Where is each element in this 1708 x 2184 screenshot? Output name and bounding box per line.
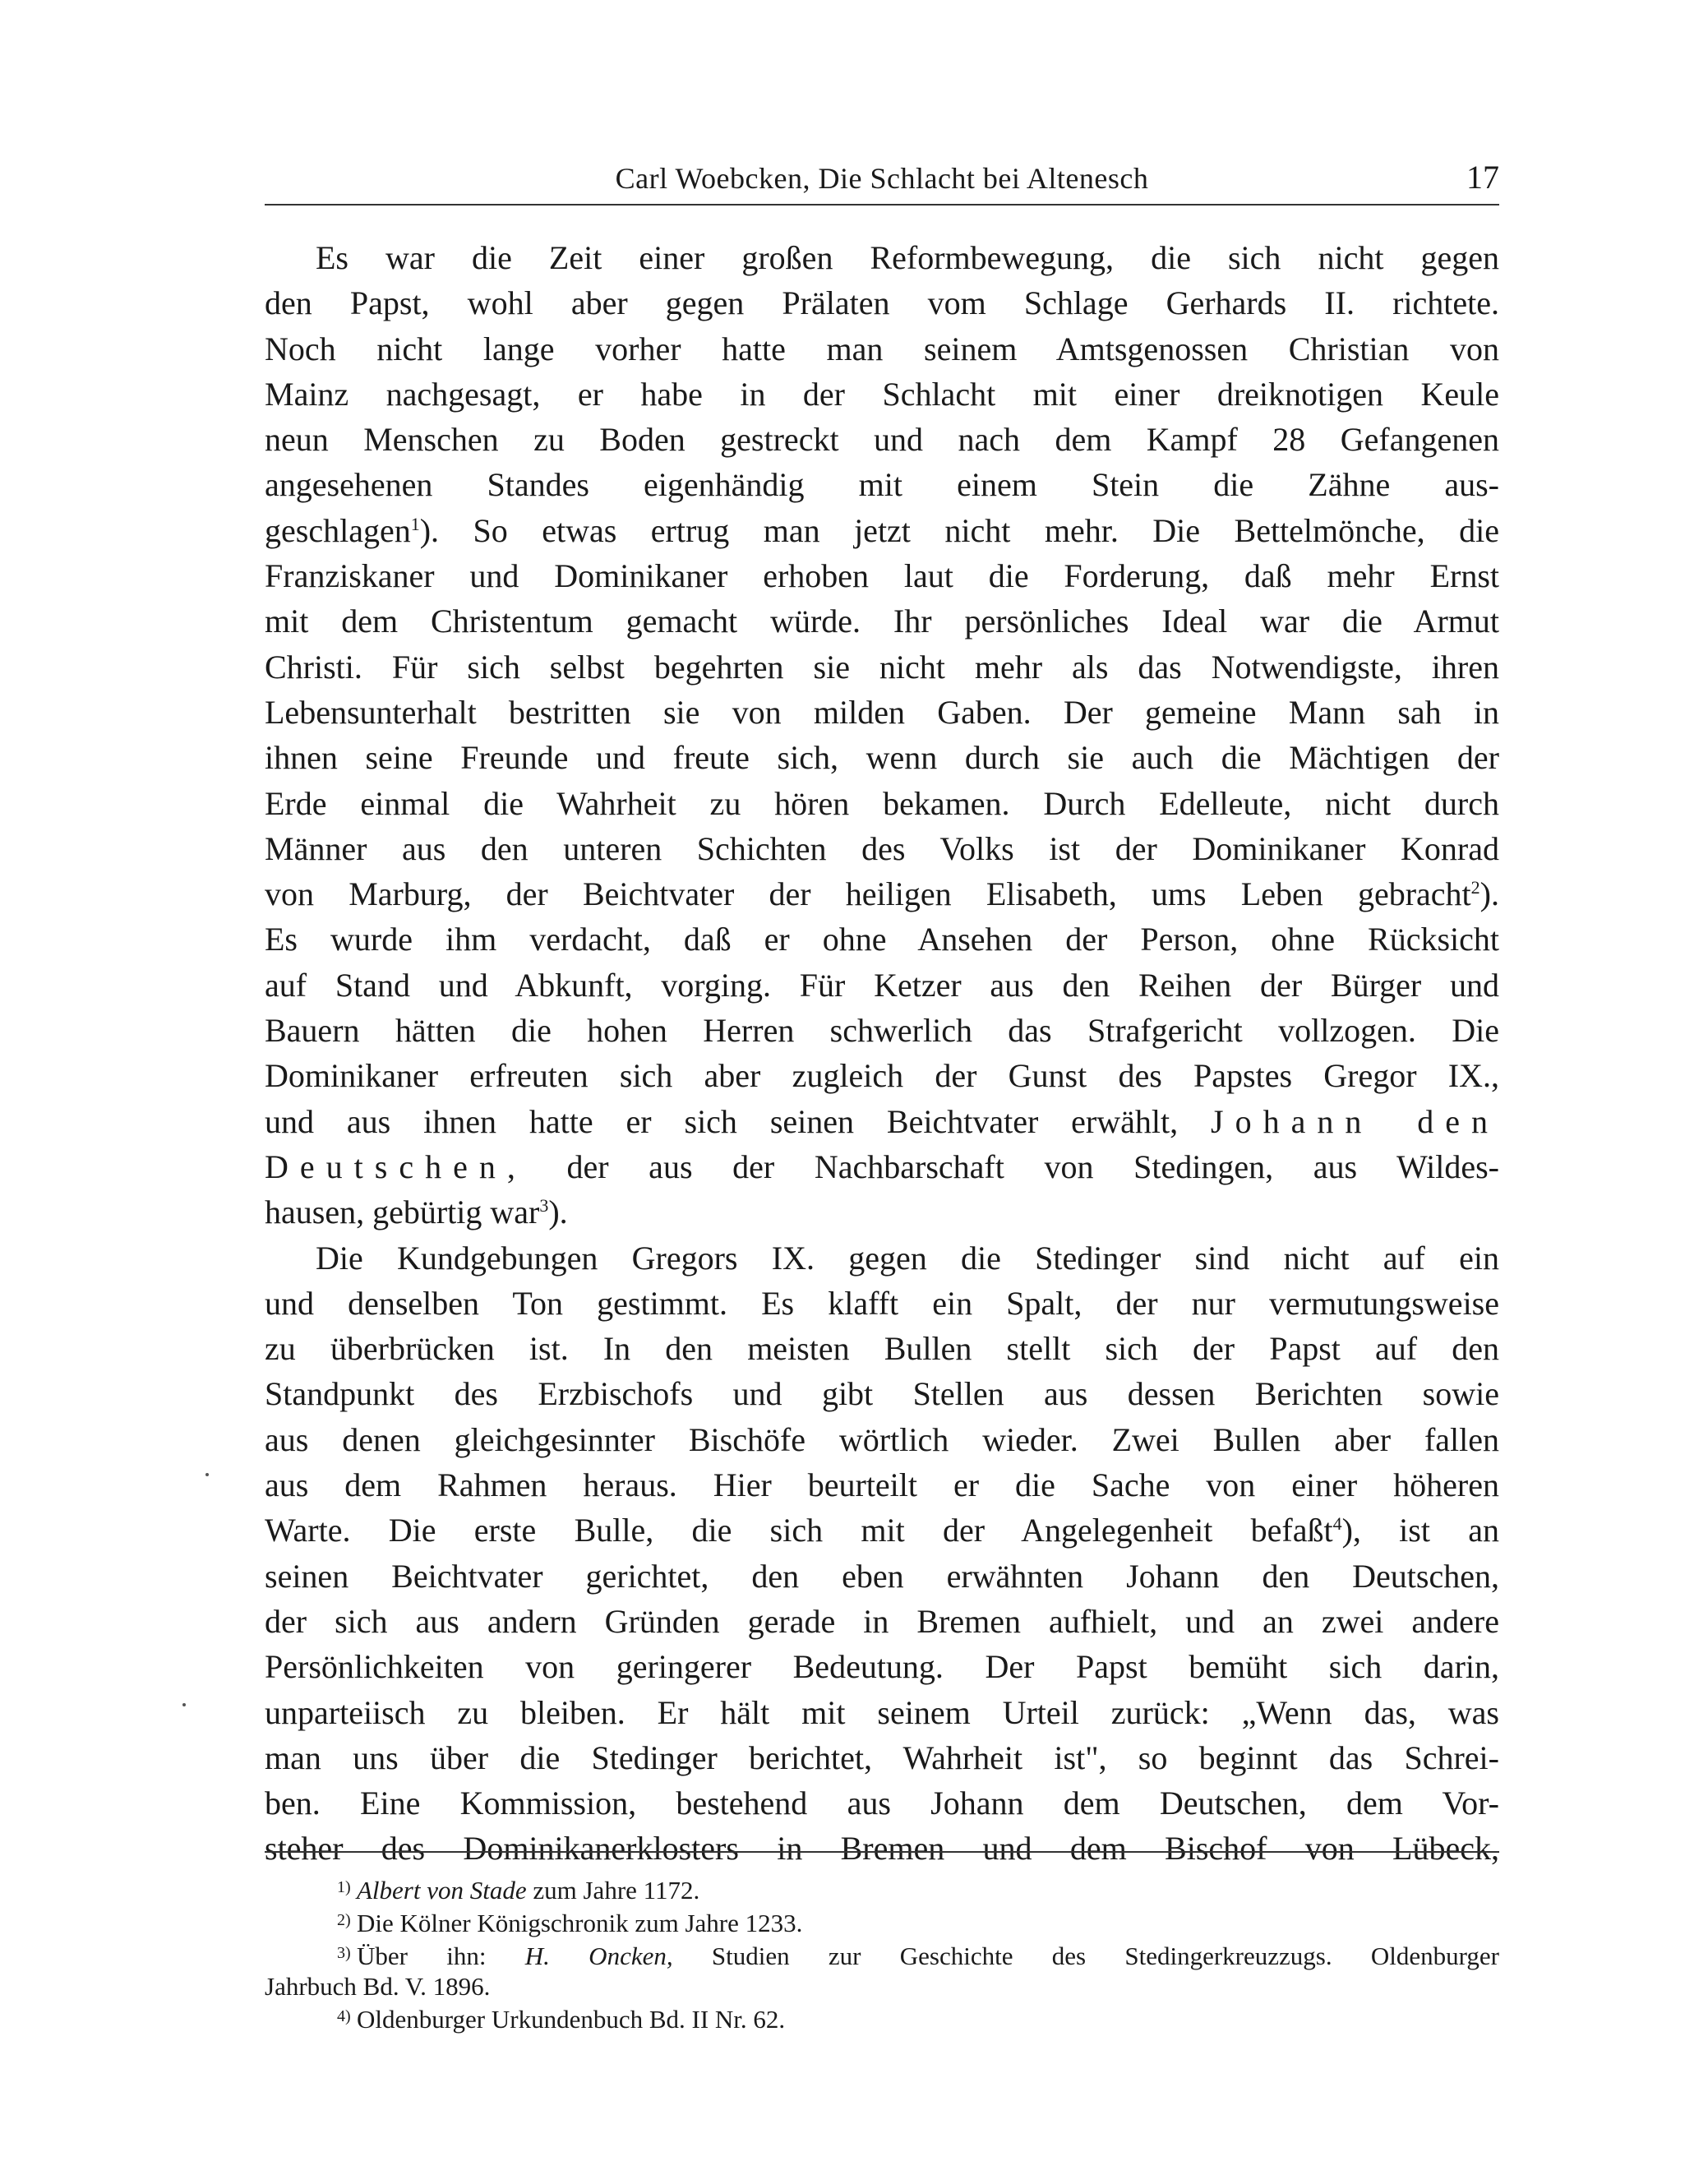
page-number: 17 <box>1466 159 1499 196</box>
text-line: angesehenen Standes eigenhändig mit einem Stein die Zähne aus- <box>265 466 1499 504</box>
text-line: Lebensunterhalt bestritten sie von milden Gaben. Der gemeine Mann sah in <box>265 693 1499 731</box>
text-line <box>265 508 1499 553</box>
footnote-1 <box>265 1872 1499 1905</box>
text-line: zu überbrücken ist. In den meisten Bullen stellt sich der Papst auf den <box>265 1330 1499 1368</box>
text-line: Es war die Zeit einer großen Reformbewegung, die sich nicht gegen <box>316 239 1499 276</box>
spaced-name: Johann den <box>1211 1102 1500 1140</box>
text-line: Dominikaner erfreuten sich aber zugleich der Gunst des Papstes Gregor IX., <box>265 1057 1499 1095</box>
text-fragment: und aus ihnen hatte er sich seinen Beichtvater erwählt, <box>265 1102 1179 1140</box>
footnote-ref-2: 2 <box>1470 877 1480 898</box>
text-line <box>265 871 1499 917</box>
text-line: und denselben Ton gestimmt. Es klafft ein Spalt, der nur vermutungsweise <box>265 1284 1499 1322</box>
footnote-italic: H. Oncken, <box>524 1942 673 1970</box>
footnote-text: Studien zur Geschichte des Stedingerkreuzzugs. Oldenburger <box>672 1942 1499 1970</box>
running-title: Carl Woebcken, Die Schlacht bei Altenesch <box>615 162 1149 195</box>
text-fragment: geschlagen <box>265 511 411 549</box>
text-line: Mainz nachgesagt, er habe in der Schlacht mit einer dreiknotigen Keule <box>265 375 1499 413</box>
footnote-ref-3: 3 <box>539 1195 549 1217</box>
running-header <box>265 155 1499 205</box>
text-line <box>265 1144 1499 1189</box>
footnote-4 <box>265 2002 1499 2034</box>
text-line <box>265 1508 1499 1553</box>
text-line: Persönlichkeiten von geringerer Bedeutung. Der Papst bemüht sich darin, <box>265 1648 1499 1686</box>
text-line: ben. Eine Kommission, bestehend aus Johann dem Deutschen, dem Vor- <box>265 1785 1499 1822</box>
footnotes <box>265 1872 1499 2034</box>
text-line: Standpunkt des Erzbischofs und gibt Stellen aus dessen Berichten sowie <box>265 1375 1499 1413</box>
text-line: unparteiisch zu bleiben. Er hält mit seinem Urteil zurück: „Wenn das, was <box>265 1693 1499 1731</box>
footnote-mark: 4) <box>337 2007 351 2025</box>
main-text <box>265 235 1499 1872</box>
text-line: auf Stand und Abkunft, vorging. Für Ketzer aus den Reihen der Bürger und <box>265 966 1499 1004</box>
footnote-mark: 2) <box>337 1911 351 1929</box>
text-line: Männer aus den unteren Schichten des Volks ist der Dominikaner Konrad <box>265 829 1499 867</box>
spaced-name: Deutschen, <box>265 1147 527 1185</box>
text-line: neun Menschen zu Boden gestreckt und nach dem Kampf 28 Gefangenen <box>265 421 1499 459</box>
text-fragment: der aus der Nachbarschaft von Stedingen, aus Wildes- <box>566 1147 1499 1185</box>
footnote-text: zum Jahre 1172. <box>526 1876 700 1905</box>
text-line: steher des Dominikanerklosters in Bremen und dem Bischof von Lübeck, <box>265 1830 1499 1868</box>
text-line: Bauern hätten die hohen Herren schwerlich das Strafgericht vollzogen. Die <box>265 1012 1499 1050</box>
text-line: Erde einmal die Wahrheit zu hören bekamen. Durch Edelleute, nicht durch <box>265 784 1499 822</box>
text-line: seinen Beichtvater gerichtet, den eben erwähnten Johann den Deutschen, <box>265 1557 1499 1595</box>
footnote-ref-4: 4 <box>1332 1513 1342 1535</box>
text-line: aus denen gleichgesinnter Bischöfe wörtlich wieder. Zwei Bullen aber fallen <box>265 1420 1499 1458</box>
scan-speck <box>205 1473 209 1476</box>
footnote-3-continued: Jahrbuch Bd. V. 1896. <box>265 1972 491 2001</box>
text-line: Es wurde ihm verdacht, daß er ohne Ansehen der Person, ohne Rücksicht <box>265 921 1499 958</box>
text-line: mit dem Christentum gemacht würde. Ihr persönliches Ideal war die Armut <box>265 603 1499 640</box>
text-line: den Papst, wohl aber gegen Prälaten vom Schlage Gerhards II. richtete. <box>265 284 1499 322</box>
scan-speck <box>182 1703 186 1706</box>
text-fragment: ). So etwas ertrug man jetzt nicht mehr. Die Bettelmönche, die <box>419 511 1499 549</box>
text-fragment: Warte. Die erste Bulle, die sich mit der Angelegenheit befaßt <box>265 1512 1333 1549</box>
text-fragment: ), ist an <box>1341 1512 1499 1549</box>
footnote-text: Oldenburger Urkundenbuch Bd. II Nr. 62. <box>357 2005 786 2034</box>
text-line: der sich aus andern Gründen gerade in Bremen aufhielt, und an zwei andere <box>265 1602 1499 1640</box>
footnote-text: Über ihn: <box>357 1942 525 1970</box>
footnote-ref-1: 1 <box>410 513 420 534</box>
text-line <box>265 1099 1499 1144</box>
text-fragment: ). <box>548 1194 568 1231</box>
footnote-3 <box>265 1938 1499 1971</box>
text-line: man uns über die Stedinger berichtet, Wahrheit ist", so beginnt das Schrei- <box>265 1738 1499 1776</box>
text-fragment: ). <box>1479 875 1499 913</box>
footnote-2 <box>265 1905 1499 1938</box>
text-line: aus dem Rahmen heraus. Hier beurteilt er die Sache von einer höheren <box>265 1466 1499 1504</box>
text-line: ihnen seine Freunde und freute sich, wenn durch sie auch die Mächtigen der <box>265 739 1499 777</box>
text-line: Christi. Für sich selbst begehrten sie nicht mehr als das Notwendigste, ihren <box>265 648 1499 686</box>
footnote-mark: 3) <box>337 1944 351 1962</box>
footnote-mark: 1) <box>337 1878 351 1896</box>
footnote-text: Die Kölner Königschronik zum Jahre 1233. <box>357 1909 803 1937</box>
footnote-italic: Albert von Stade <box>357 1876 527 1905</box>
text-line: Die Kundgebungen Gregors IX. gegen die Stedinger sind nicht auf ein <box>316 1239 1499 1277</box>
text-line: Noch nicht lange vorher hatte man seinem Amtsgenossen Christian von <box>265 330 1499 367</box>
text-line: Franziskaner und Dominikaner erhoben laut die Forderung, daß mehr Ernst <box>265 557 1499 595</box>
text-fragment: von Marburg, der Beichtvater der heiligen Elisabeth, ums Leben gebracht <box>265 875 1471 913</box>
footnote-divider <box>265 1851 1499 1853</box>
text-line <box>265 1189 1499 1235</box>
text-fragment: hausen, gebürtig war <box>265 1194 540 1231</box>
